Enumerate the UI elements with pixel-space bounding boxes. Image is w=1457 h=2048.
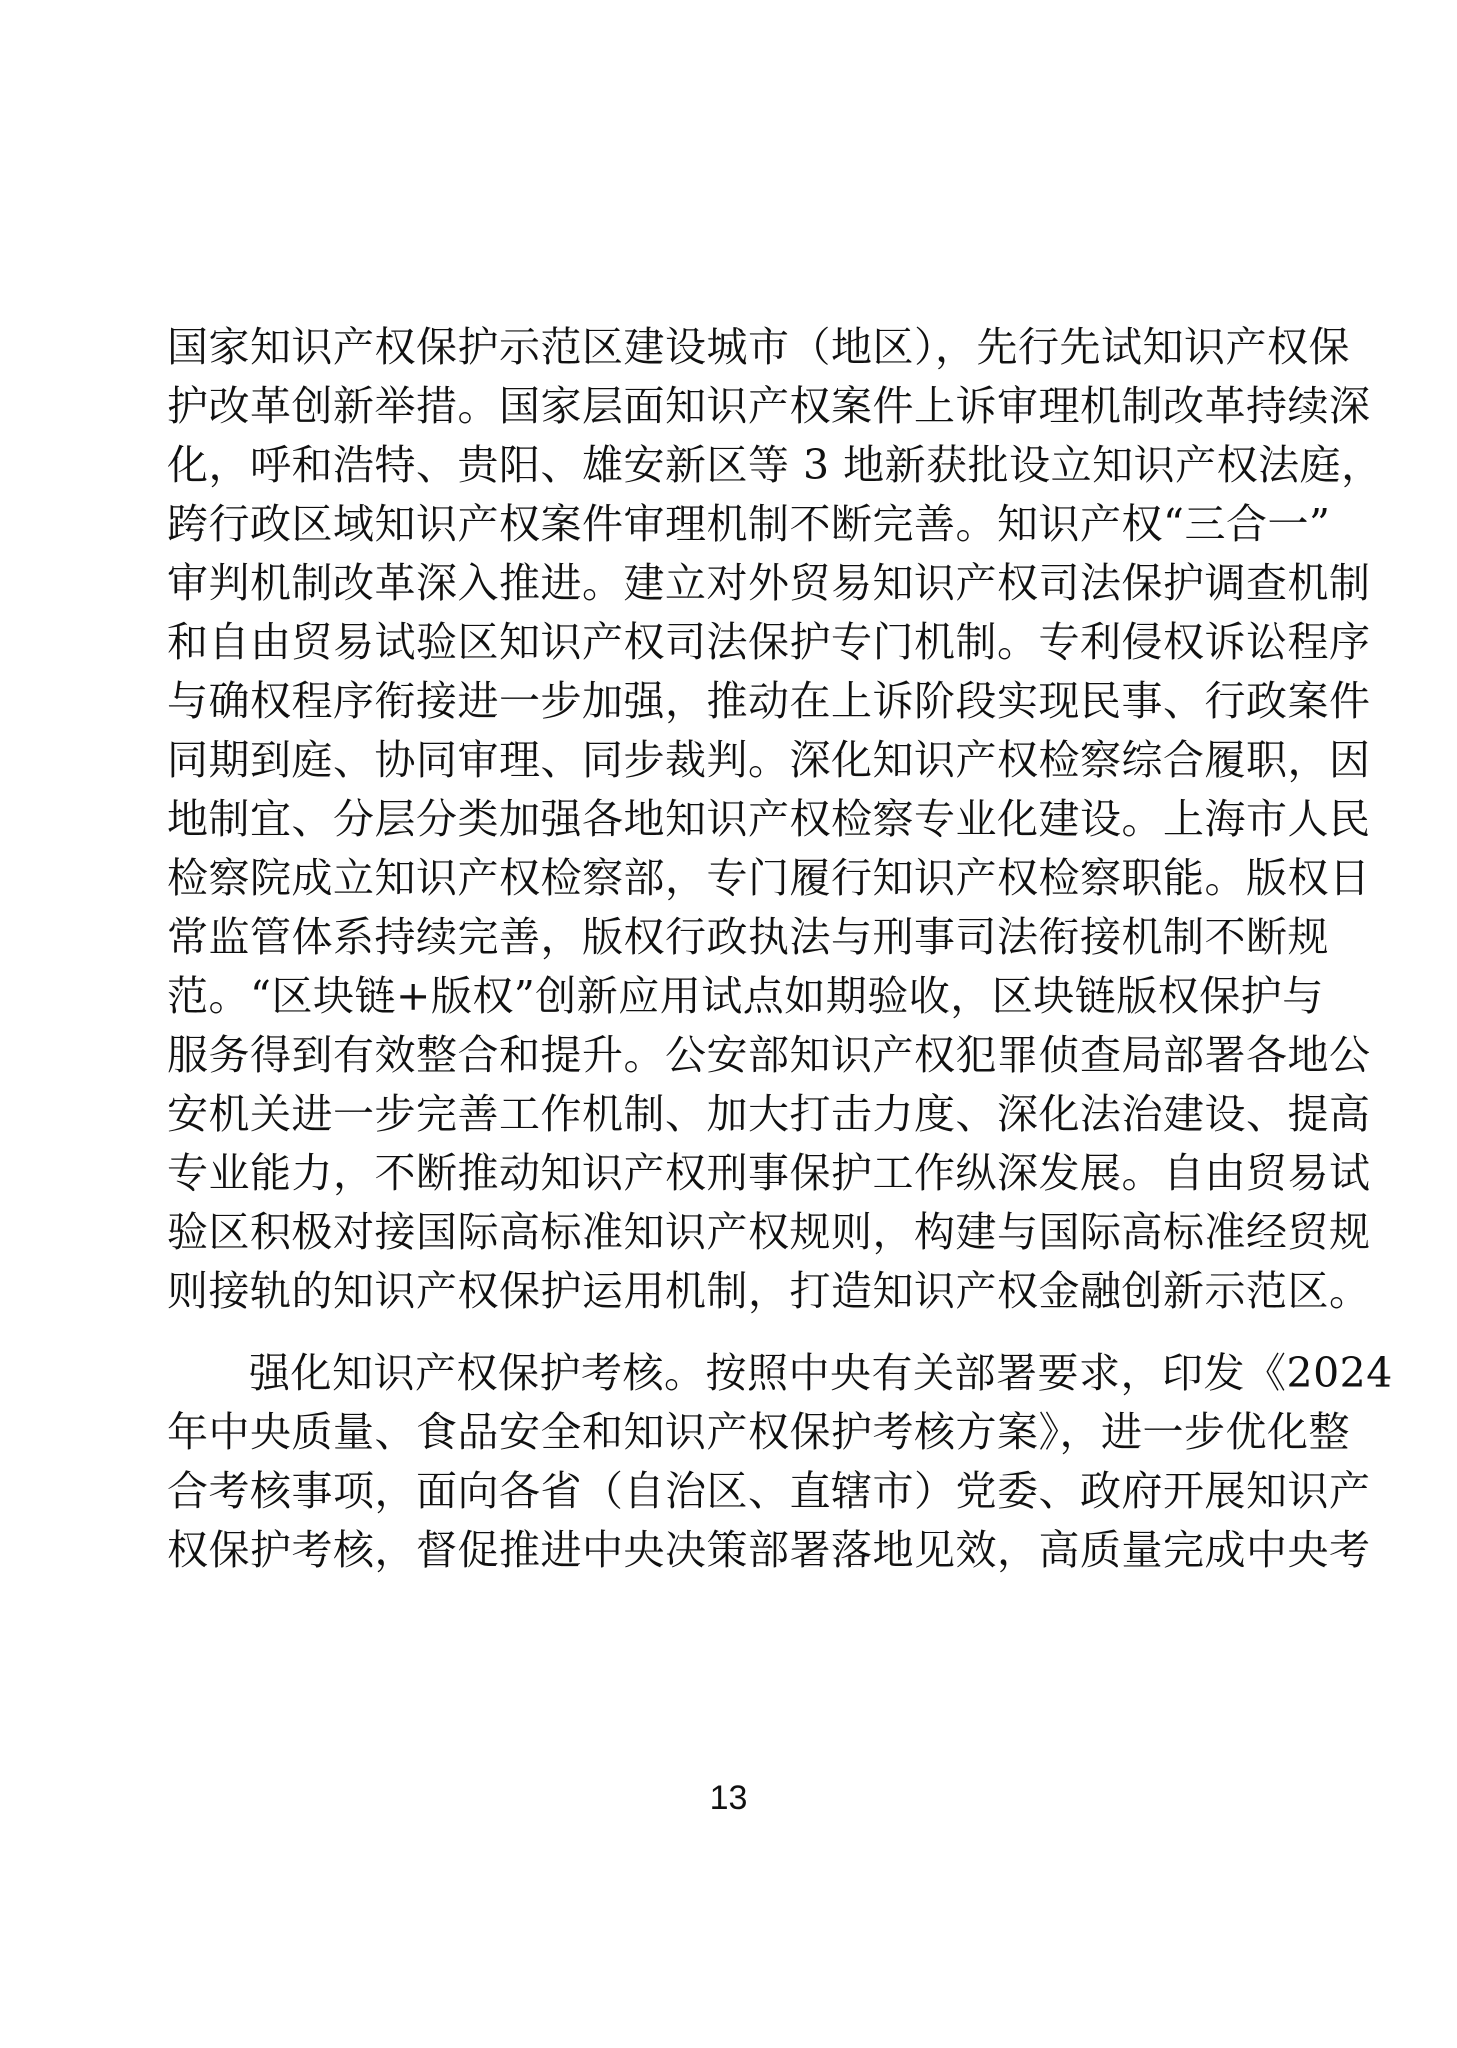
text-line: 验区积极对接国际高标准知识产权规则，构建与国际高标准经贸规 (167, 1208, 1371, 1256)
text-line: 化，呼和浩特、贵阳、雄安新区等 3 地新获批设立知识产权法庭， (167, 441, 1383, 489)
text-line: 和自由贸易试验区知识产权司法保护专门机制。专利侵权诉讼程序 (167, 618, 1371, 666)
text-line: 则接轨的知识产权保护运用机制，打造知识产权金融创新示范区。 (167, 1267, 1371, 1315)
text-line: 权保护考核，督促推进中央决策部署落地见效，高质量完成中央考 (167, 1526, 1371, 1574)
text-line: 年中央质量、食品安全和知识产权保护考核方案》，进一步优化整 (167, 1408, 1350, 1456)
text-line: 地制宜、分层分类加强各地知识产权检察专业化建设。上海市人民 (167, 795, 1371, 843)
paragraph-gap (167, 1321, 1297, 1344)
text-line: 范。“区块链+版权”创新应用试点如期验收，区块链版权保护与 (167, 972, 1324, 1020)
text-line: 与确权程序衔接进一步加强，推动在上诉阶段实现民事、行政案件 (167, 677, 1371, 725)
text-line: 常监管体系持续完善，版权行政执法与刑事司法衔接机制不断规 (167, 913, 1329, 961)
text-line: 跨行政区域知识产权案件审理机制不断完善。知识产权“三合一” (167, 500, 1331, 548)
body-text (167, 318, 1393, 1580)
text-line: 安机关进一步完善工作机制、加大打击力度、深化法治建设、提高 (167, 1090, 1371, 1138)
text-line: 强化知识产权保护考核。按照中央有关部署要求，印发《2024 (249, 1349, 1393, 1397)
text-line: 合考核事项，面向各省（自治区、直辖市）党委、政府开展知识产 (167, 1467, 1371, 1515)
text-line: 国家知识产权保护示范区建设城市（地区），先行先试知识产权保 (167, 323, 1350, 371)
paragraph (167, 1344, 1393, 1580)
text-line: 服务得到有效整合和提升。公安部知识产权犯罪侦查局部署各地公 (167, 1031, 1371, 1079)
page-number: 13 (709, 1779, 748, 1817)
text-line: 同期到庭、协同审理、同步裁判。深化知识产权检察综合履职，因 (167, 736, 1371, 784)
text-line: 检察院成立知识产权检察部，专门履行知识产权检察职能。版权日 (167, 854, 1371, 902)
paragraph (167, 318, 1383, 1321)
text-line: 审判机制改革深入推进。建立对外贸易知识产权司法保护调查机制 (167, 559, 1371, 607)
text-line: 护改革创新举措。国家层面知识产权案件上诉审理机制改革持续深 (167, 382, 1371, 430)
text-line: 专业能力，不断推动知识产权刑事保护工作纵深发展。自由贸易试 (167, 1149, 1371, 1197)
